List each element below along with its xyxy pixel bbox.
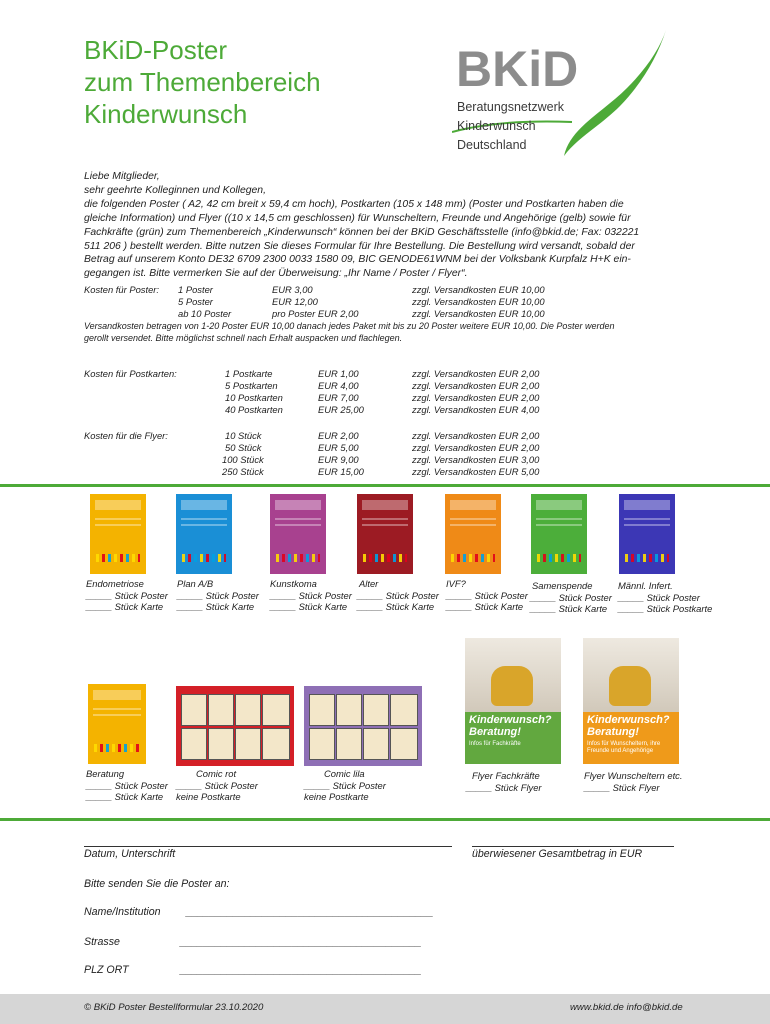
city-label: PLZ ORT <box>84 964 129 976</box>
poster-caption <box>304 768 386 803</box>
poster-caption <box>86 578 168 613</box>
order-field-poster[interactable]: _____ Stück Poster <box>304 779 386 791</box>
poster-name: Endometriose <box>86 578 144 589</box>
poster-cost-ship: zzgl. Versandkosten EUR 10,00 <box>412 296 545 307</box>
poster-name: Comic rot <box>196 768 237 779</box>
amount-label: überwiesener Gesamtbetrag in EUR <box>472 848 643 860</box>
logo-line-3: Deutschland <box>457 138 527 152</box>
order-field-poster[interactable]: _____ Stück Poster <box>86 589 168 601</box>
poster-thumb-beratung <box>88 684 146 764</box>
title-line-1: BKiD-Poster <box>84 35 228 65</box>
order-field-poster[interactable]: _____ Stück Poster <box>446 589 528 601</box>
order-field-flyer[interactable]: _____ Stück Flyer <box>584 781 660 793</box>
flyer-cost-price: EUR 9,00 <box>318 454 359 465</box>
poster-name: Samenspende <box>532 580 593 591</box>
intro-line: Fachkräfte (grün) zum Themenbereich „Kinderwunsch“ können bei der BKiD Geschäftsstelle (info@bkid.de; Fax: 032221 <box>84 226 640 238</box>
postcard-cost-qty: 10 Postkarten <box>225 392 283 403</box>
postcard-cost-qty: 5 Postkarten <box>225 380 278 391</box>
signature-line[interactable] <box>84 846 452 847</box>
poster-thumb-comic-rot <box>176 686 294 766</box>
intro-text <box>84 170 696 281</box>
logo-word: BKiD <box>456 41 579 97</box>
intro-line: gleiche Information) und Flyer ((10 x 14,5 cm geschlossen) für Wunscheltern, Freunde und Angehörige (gelb) sowie für <box>84 212 631 224</box>
name-label: Name/Institution <box>84 906 161 918</box>
footer-copyright: © BKiD Poster Bestellformular 23.10.2020 <box>84 1002 264 1013</box>
poster-caption <box>530 580 612 615</box>
logo-line-1: Beratungsnetzwerk <box>457 100 565 114</box>
poster-name: Comic lila <box>324 768 365 779</box>
postcard-cost-price: EUR 1,00 <box>318 368 359 379</box>
postcard-cost-price: EUR 7,00 <box>318 392 359 403</box>
flyer-cost-ship: zzgl. Versandkosten EUR 5,00 <box>412 466 540 477</box>
poster-caption <box>177 578 259 613</box>
postcard-cost-price: EUR 25,00 <box>318 404 364 415</box>
flyer-name: Flyer Wunscheltern etc. <box>584 770 683 781</box>
poster-cost-ship: zzgl. Versandkosten EUR 10,00 <box>412 308 545 319</box>
flyer-cost-price: EUR 5,00 <box>318 442 359 453</box>
no-postcard-note: keine Postkarte <box>176 791 241 802</box>
order-field-poster[interactable]: _____ Stück Poster <box>618 591 700 603</box>
flyer-cost-ship: zzgl. Versandkosten EUR 2,00 <box>412 442 540 453</box>
poster-cost-price: EUR 3,00 <box>272 284 313 295</box>
poster-thumb-endometriose <box>90 494 146 574</box>
poster-costs-label: Kosten für Poster: <box>84 284 160 295</box>
postcard-costs-label: Kosten für Postkarten: <box>84 368 177 379</box>
order-field-flyer[interactable]: _____ Stück Flyer <box>466 781 542 793</box>
street-field[interactable]: _________________________________________ <box>180 936 422 948</box>
logo-swoosh <box>564 30 666 156</box>
order-field-poster[interactable]: _____ Stück Poster <box>270 589 352 601</box>
name-field[interactable]: __________________________________________ <box>186 906 434 918</box>
poster-caption <box>618 580 712 615</box>
postcard-cost-ship: zzgl. Versandkosten EUR 2,00 <box>412 392 540 403</box>
postcard-cost-price: EUR 4,00 <box>318 380 359 391</box>
send-to-label: Bitte senden Sie die Poster an: <box>84 878 230 890</box>
street-label: Strasse <box>84 936 120 948</box>
order-field-poster[interactable]: _____ Stück Poster <box>357 589 439 601</box>
postcard-cost-ship: zzgl. Versandkosten EUR 2,00 <box>412 380 540 391</box>
no-postcard-note: keine Postkarte <box>304 791 369 802</box>
poster-thumb-alter <box>357 494 413 574</box>
footer-contact[interactable]: www.bkid.de info@bkid.de <box>570 1002 683 1013</box>
logo-subtitle <box>457 98 564 155</box>
amount-line[interactable] <box>472 846 674 847</box>
flyer-caption <box>466 770 542 793</box>
order-field-card[interactable]: _____ Stück Karte <box>530 603 608 614</box>
order-field-poster[interactable]: _____ Stück Poster <box>177 589 259 601</box>
postcard-cost-qty: 1 Postkarte <box>225 368 273 379</box>
flyer-heading: Kinderwunsch? Beratung! <box>469 714 552 738</box>
order-field-card[interactable]: _____ Stück Karte <box>446 601 524 612</box>
flyer-sub: Infos für Fachkräfte <box>469 741 521 747</box>
page-title <box>84 34 424 130</box>
section-divider <box>0 818 770 821</box>
poster-caption <box>176 768 258 803</box>
flyer-heading: Kinderwunsch? Beratung! <box>587 714 670 738</box>
intro-line: Liebe Mitglieder, <box>84 171 160 182</box>
poster-cost-qty: 5 Poster <box>178 296 213 307</box>
order-field-card[interactable]: _____ Stück Karte <box>86 791 164 802</box>
poster-name: Alter <box>359 578 379 589</box>
flyer-cost-qty: 50 Stück <box>225 442 262 453</box>
intro-line: sehr geehrte Kolleginnen und Kollegen, <box>84 184 266 196</box>
poster-thumb-ivf <box>445 494 501 574</box>
flyer-name: Flyer Fachkräfte <box>472 770 540 781</box>
signature-label: Datum, Unterschrift <box>84 848 176 860</box>
poster-cost-price: EUR 12,00 <box>272 296 318 307</box>
poster-cost-price: pro Poster EUR 2,00 <box>272 308 359 319</box>
poster-caption <box>270 578 352 613</box>
poster-name: Beratung <box>86 768 125 779</box>
poster-name: IVF? <box>446 578 466 589</box>
poster-cost-qty: 1 Poster <box>178 284 213 295</box>
poster-thumb-comic-lila <box>304 686 422 766</box>
section-divider <box>0 484 770 487</box>
flyer-costs-label: Kosten für die Flyer: <box>84 430 168 441</box>
poster-cost-qty: ab 10 Poster <box>178 308 232 319</box>
flyer-cost-price: EUR 15,00 <box>318 466 364 477</box>
poster-thumb-plan-ab <box>176 494 232 574</box>
order-field-card[interactable]: _____ Stück Karte <box>270 601 348 612</box>
poster-thumb-samenspende <box>531 494 587 574</box>
flyer-cost-price: EUR 2,00 <box>318 430 359 441</box>
poster-thumb-maennl-infert <box>619 494 675 574</box>
poster-cost-note: Versandkosten betragen von 1-20 Poster EUR 10,00 danach jedes Paket mit bis zu 20 Poster weitere EUR 10,00. Die Poster werden <box>84 321 615 331</box>
logo-line-2: Kinderwunsch <box>457 119 536 133</box>
flyer-sub: Infos für Wunscheltern, ihre Freunde und Angehörige <box>587 741 661 754</box>
order-field-card[interactable]: _____ Stück Karte <box>86 601 164 612</box>
flyer-cost-qty: 250 Stück <box>222 466 264 477</box>
title-line-3: Kinderwunsch <box>84 99 248 129</box>
order-field-poster[interactable]: _____ Stück Poster <box>176 779 258 791</box>
poster-caption <box>86 768 168 803</box>
intro-line: Betrag auf unserem Konto DE32 6709 2300 0033 1580 09, BIC GENODE61WNM bei der Volksbank Kurpfalz H+K ein- <box>84 254 631 266</box>
poster-caption <box>446 578 528 613</box>
order-field-card[interactable]: _____ Stück Postkarte <box>618 603 713 614</box>
flyer-caption <box>584 770 682 793</box>
order-field-poster[interactable]: _____ Stück Poster <box>530 591 612 603</box>
poster-name: Plan A/B <box>177 578 214 589</box>
order-field-card[interactable]: _____ Stück Karte <box>177 601 255 612</box>
intro-line: gegangen ist. Bitte vermerken Sie auf der Überweisung: „Ihr Name / Poster / Flyer“. <box>84 268 468 280</box>
postcard-cost-ship: zzgl. Versandkosten EUR 4,00 <box>412 404 540 415</box>
flyer-cost-qty: 10 Stück <box>225 430 262 441</box>
city-field[interactable]: _________________________________________ <box>180 964 422 976</box>
poster-cost-ship: zzgl. Versandkosten EUR 10,00 <box>412 284 545 295</box>
flyer-thumb-wunscheltern <box>583 638 679 764</box>
postcard-cost-ship: zzgl. Versandkosten EUR 2,00 <box>412 368 540 379</box>
title-line-2: zum Themenbereich <box>84 67 321 97</box>
flyer-cost-ship: zzgl. Versandkosten EUR 2,00 <box>412 430 540 441</box>
intro-line: die folgenden Poster ( A2, 42 cm breit x 59,4 cm hoch), Postkarten (105 x 148 mm) (Poster und Postkarten haben die <box>84 198 624 210</box>
flyer-cost-qty: 100 Stück <box>222 454 264 465</box>
order-field-poster[interactable]: _____ Stück Poster <box>86 779 168 791</box>
poster-cost-note: gerollt versendet. Bitte möglichst schnell nach Erhalt auspacken und flachlegen. <box>84 333 403 343</box>
poster-caption <box>357 578 439 613</box>
postcard-cost-qty: 40 Postkarten <box>225 404 283 415</box>
poster-name: Kunstkoma <box>270 578 317 589</box>
poster-thumb-kunstkoma <box>270 494 326 574</box>
intro-line: 511 206 ) bestellt werden. Bitte nutzen Sie dieses Formular für Ihre Bestellung. Die Bestellung wird versandt, sobald der <box>84 240 635 252</box>
flyer-cost-ship: zzgl. Versandkosten EUR 3,00 <box>412 454 540 465</box>
poster-name: Männl. Infert. <box>618 580 673 591</box>
flyer-thumb-fachkraefte <box>465 638 561 764</box>
order-field-card[interactable]: _____ Stück Karte <box>357 601 435 612</box>
